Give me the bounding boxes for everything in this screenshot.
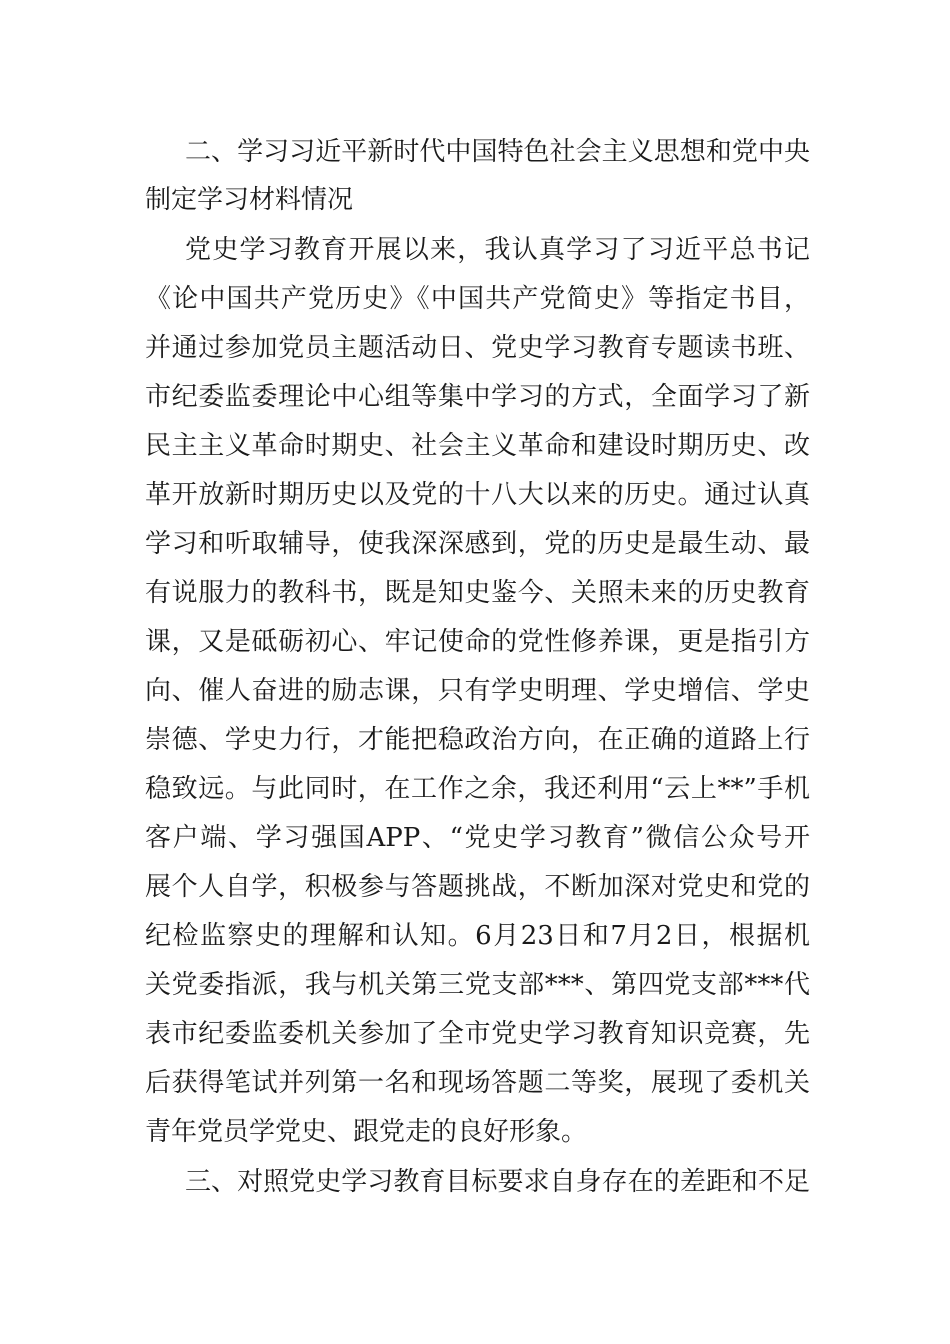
paragraph-line: 客户端、学习强国APP、“党史学习教育”微信公众号开 <box>145 823 810 853</box>
paragraph-line: 民主主义革命时期史、社会主义革命和建设时期历史、改 <box>145 431 810 461</box>
paragraph-line: 课，又是砥砺初心、牢记使命的党性修养课，更是指引方 <box>145 627 810 657</box>
paragraph-line: 崇德、学史力行，才能把稳政治方向，在正确的道路上行 <box>145 725 810 755</box>
paragraph-line: 学习和听取辅导，使我深深感到，党的历史是最生动、最 <box>145 529 810 559</box>
paragraph-line: 有说服力的教科书，既是知史鉴今、关照未来的历史教育 <box>145 578 810 608</box>
paragraph-line: 革开放新时期历史以及党的十八大以来的历史。通过认真 <box>145 480 810 510</box>
paragraph-line: 关党委指派，我与机关第三党支部***、第四党支部***代 <box>145 970 810 1000</box>
section3-heading: 三、对照党史学习教育目标要求自身存在的差距和不足 <box>185 1167 810 1197</box>
paragraph-line: 市纪委监委理论中心组等集中学习的方式，全面学习了新 <box>145 382 810 412</box>
paragraph-line: 表市纪委监委机关参加了全市党史学习教育知识竞赛，先 <box>145 1019 810 1049</box>
paragraph-line: 展个人自学，积极参与答题挑战，不断加深对党史和党的 <box>145 872 810 902</box>
paragraph-line: 向、催人奋进的励志课，只有学史明理、学史增信、学史 <box>145 676 810 706</box>
paragraph-line: 并通过参加党员主题活动日、党史学习教育专题读书班、 <box>145 333 810 363</box>
section2-heading-line-1: 二、学习习近平新时代中国特色社会主义思想和党中央 <box>185 137 810 167</box>
paragraph-line: 稳致远。与此同时，在工作之余，我还利用“云上**”手机 <box>145 774 810 804</box>
section2-heading-line-2: 制定学习材料情况 <box>145 185 354 215</box>
paragraph-line: 后获得笔试并列第一名和现场答题二等奖，展现了委机关 <box>145 1068 810 1098</box>
paragraph-line: 青年党员学党史、跟党走的良好形象。 <box>145 1117 588 1147</box>
paragraph-line: 党史学习教育开展以来，我认真学习了习近平总书记 <box>185 235 810 265</box>
paragraph-line: 《论中国共产党历史》《中国共产党简史》等指定书目， <box>145 284 810 314</box>
paragraph-line: 纪检监察史的理解和认知。6月23日和7月2日，根据机 <box>145 921 810 951</box>
